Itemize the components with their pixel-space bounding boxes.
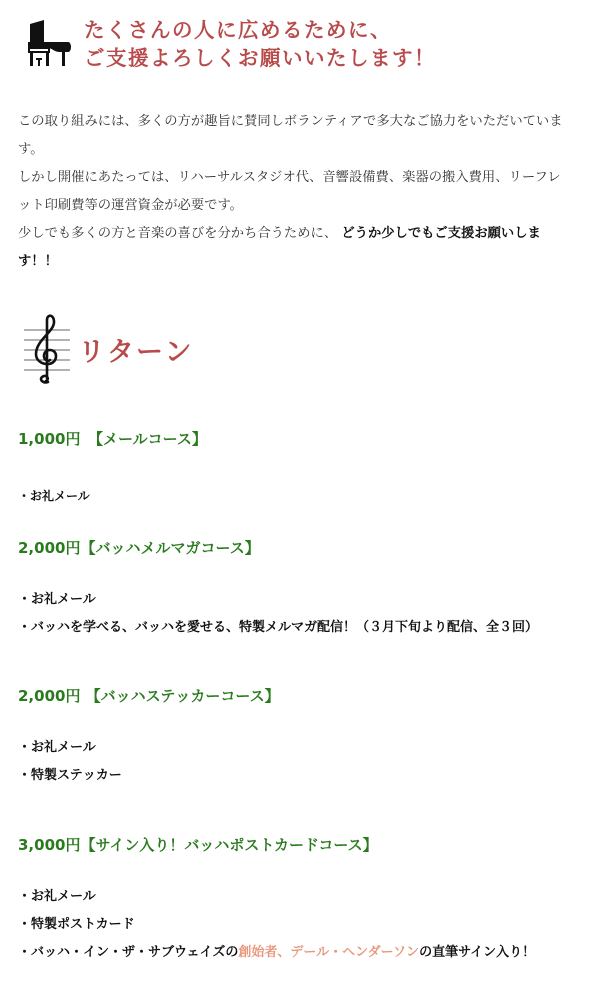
- returns-title: リターン: [78, 337, 194, 368]
- signature-text-after: の直筆サイン入り！: [419, 945, 536, 960]
- intro-line-5-plain: 少しでも多くの方と音楽の喜びを分かち合うために、: [18, 226, 338, 241]
- support-title: [84, 16, 436, 72]
- signature-highlight: 創始者、デール・ヘンダーソン: [238, 945, 420, 960]
- returns-heading: [24, 312, 324, 386]
- grand-piano-icon: [22, 18, 74, 70]
- list-item: ・お礼メール: [18, 489, 90, 503]
- intro-line-2: す。: [18, 142, 44, 157]
- course-title-sticker: 2,000円 【バッハステッカーコース】: [18, 687, 280, 705]
- intro-line-5: [18, 220, 598, 248]
- treble-clef-icon: [24, 312, 70, 386]
- list-item: ・お礼メール: [18, 740, 96, 755]
- intro-line-6-bold: す！！: [18, 254, 58, 269]
- course-items-postcard: [18, 883, 535, 967]
- course-items-mailmag: [18, 586, 538, 642]
- list-item: ・お礼メール: [18, 592, 96, 607]
- intro-line-6: [18, 248, 598, 276]
- course-items-sticker: [18, 734, 122, 790]
- intro-paragraph: [18, 108, 598, 276]
- list-item-signature: [18, 939, 535, 967]
- course-title-mail: 1,000円 【メールコース】: [18, 430, 207, 448]
- course-items-mail: [18, 482, 90, 510]
- list-item: ・特製ステッカー: [18, 768, 122, 783]
- course-title-postcard: 3,000円【サイン入り！バッハポストカードコース】: [18, 836, 378, 854]
- intro-line-4: ット印刷費等の運営資金が必要です。: [18, 198, 243, 213]
- intro-line-1: この取り組みには、多くの方が趣旨に賛同しボランティアで多大なご協力をいただいていま: [18, 114, 563, 129]
- intro-line-5-bold: どうか少しでもご支援お願いしま: [341, 226, 541, 241]
- course-title-mailmag: 2,000円【バッハメルマガコース】: [18, 539, 260, 557]
- list-item: ・お礼メール: [18, 889, 96, 904]
- support-title-line2: ご支援よろしくお願いいたします！: [84, 46, 436, 70]
- list-item: ・特製ポストカード: [18, 917, 135, 932]
- intro-line-3: しかし開催にあたっては、リハーサルスタジオ代、音響設備費、楽器の搬入費用、リーフレ: [18, 170, 561, 185]
- signature-text-before: ・バッハ・イン・ザ・サブウェイズの: [18, 945, 239, 960]
- list-item: ・バッハを学べる、バッハを愛せる、特製メルマガ配信！（３月下旬より配信、全３回）: [18, 620, 539, 635]
- support-header: [20, 16, 600, 76]
- support-title-line1: たくさんの人に広めるために、: [84, 18, 392, 42]
